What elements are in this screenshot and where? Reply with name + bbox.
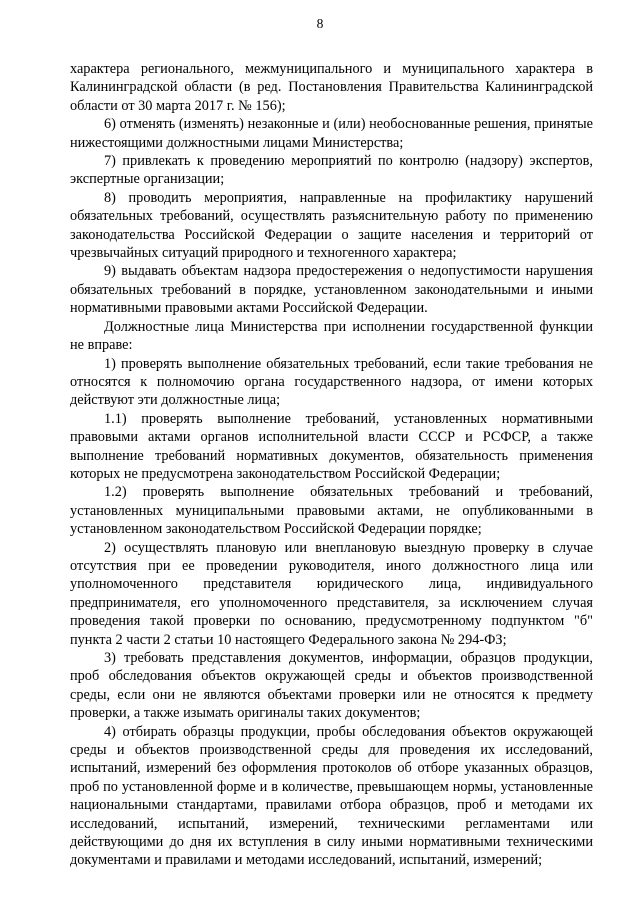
- paragraph-item-6: 6) отменять (изменять) незаконные и (или) необоснованные решения, принятые нижестоящими должностными лицами Министерства;: [70, 116, 593, 151]
- paragraph-continuation: характера регионального, межмуниципального и муниципального характера в Калининградской области (в ред. Постановления Правительства Калининградской области от 30 марта 2017 г. № 156);: [70, 61, 593, 114]
- paragraph-restriction-1-2: 1.2) проверять выполнение обязательных требований и требований, установленных муниципальными правовыми актами, не опубликованными в установленном законодательством Российской Федерации порядке;: [70, 484, 593, 538]
- paragraph-restriction-2: 2) осуществлять плановую или внеплановую выездную проверку в случае отсутствия при ее проведении руководителя, иного должностного лица или уполномоченного представителя юридического лица, индивидуального предпринимателя, его уполномоченного представителя, за исключением случая проведения такой проверки по основанию, предусмотренному подпунктом "б" пункта 2 части 2 статьи 10 настоящего Федерального закона № 294-ФЗ;: [70, 539, 593, 648]
- paragraph-restriction-3: 3) требовать представления документов, информации, образцов продукции, проб обследования объектов окружающей среды и объектов производственной среды, если они не являются объектами проверки или не относятся к предмету проверки, а также изымать оригиналы таких документов;: [70, 650, 593, 722]
- paragraph-item-8: 8) проводить мероприятия, направленные на профилактику нарушений обязательных требований, осуществлять разъяснительную работу по применению законодательства Российской Федерации о защите населения и территорий от чрезвычайных ситуаций природного и техногенного характера;: [70, 189, 593, 262]
- paragraph-restriction-1-1: 1.1) проверять выполнение требований, установленных нормативными правовыми актами органов исполнительной власти СССР и РСФСР, а также выполнение требований нормативных документов, обязательность применения которых не предусмотрена законодательством Российской Федерации;: [70, 410, 593, 482]
- paragraph-restriction-1: 1) проверять выполнение обязательных требований, если такие требования не относятся к полномочию органа государственного надзора, от имени которых действуют эти должностные лица;: [70, 355, 593, 409]
- paragraph-restriction-4: 4) отбирать образцы продукции, пробы обследования объектов окружающей среды и объектов производственной среды для проведения их исследований, испытаний, измерений без оформления протоколов об отборе указанных образцов, проб по установленной форме и в количестве, превышающем нормы, установленные национальными стандартами, правилами отбора образцов, проб и методами их исследований, испытаний, измерений, техническими регламентами или действующими до дня их вступления в силу иными нормативными техническими документами и правилами и методами исследований, испытаний, измерений;: [70, 723, 593, 869]
- paragraph-item-9: 9) выдавать объектам надзора предостережения о недопустимости нарушения обязательных требований в порядке, установленном законодательными и иными нормативными правовыми актами Российской Федерации.: [70, 263, 593, 317]
- document-body: [70, 60, 593, 870]
- paragraph-item-7: 7) привлекать к проведению мероприятий по контролю (надзору) экспертов, экспертные организации;: [70, 153, 593, 188]
- paragraph-restrictions-intro: Должностные лица Министерства при исполнении государственной функции не вправе:: [70, 318, 593, 354]
- page-number: 8: [316, 16, 324, 31]
